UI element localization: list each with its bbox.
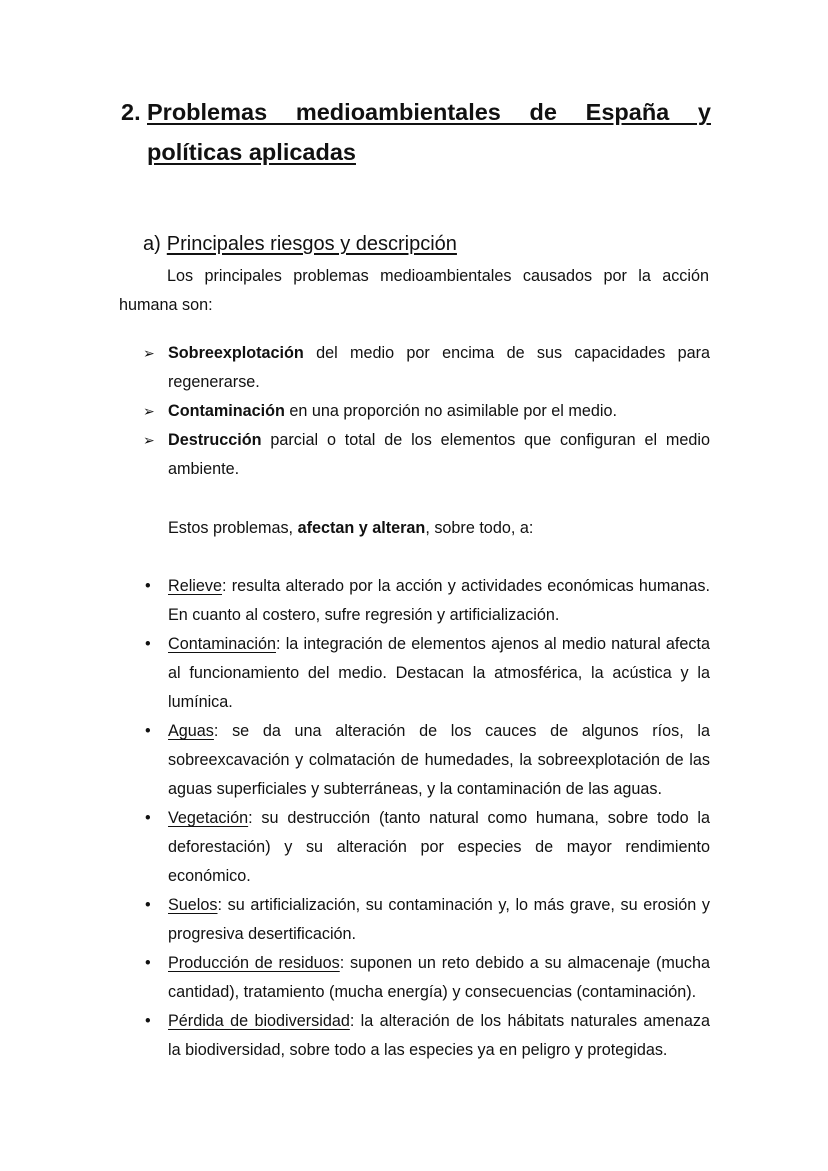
affected-text: : su destrucción (tanto natural como humana, sobre todo la deforestación) y su alteración por especies de mayor rendimiento económico. bbox=[168, 809, 710, 885]
list-item bbox=[143, 426, 710, 484]
arrow-bullet-icon: ➢ bbox=[143, 432, 155, 448]
intro-paragraph: Los principales problemas medioambientales causados por la acción humana son: bbox=[119, 267, 709, 314]
affected-term: Relieve bbox=[168, 577, 222, 595]
problem-text: del medio por encima de sus capacidades para regenerarse. bbox=[168, 344, 710, 391]
affected-text: : su artificialización, su contaminación y, lo más grave, su erosión y progresiva desertificación. bbox=[168, 896, 710, 943]
affected-term: Contaminación bbox=[168, 635, 276, 653]
bullet-icon: • bbox=[145, 577, 151, 595]
affected-text: : resulta alterado por la acción y actividades económicas humanas. En cuanto al costero, sufre regresión y artificialización. bbox=[168, 577, 710, 624]
affected-list bbox=[143, 572, 710, 1065]
subsection-letter: a) bbox=[143, 233, 161, 255]
list-item bbox=[143, 1007, 710, 1065]
affected-text: : la alteración de los hábitats naturales amenaza la biodiversidad, sobre todo a las especies ya en peligro y protegidas. bbox=[168, 1012, 710, 1059]
problem-term: Destrucción bbox=[168, 431, 262, 449]
summary-paragraph bbox=[168, 514, 708, 543]
summary-after: , sobre todo, a: bbox=[425, 519, 534, 537]
affected-text: : se da una alteración de los cauces de algunos ríos, la sobreexcavación y colmatación de humedades, la sobreexplotación de las aguas superficiales y subterráneas, y la contaminación de las aguas. bbox=[168, 722, 710, 798]
affected-term: Vegetación bbox=[168, 809, 249, 827]
affected-term: Producción de residuos bbox=[168, 954, 340, 972]
affected-term: Pérdida de biodiversidad bbox=[168, 1012, 350, 1030]
list-item bbox=[143, 572, 710, 630]
list-item bbox=[143, 891, 710, 949]
list-item bbox=[143, 804, 710, 891]
section-heading bbox=[121, 92, 711, 172]
bullet-icon: • bbox=[145, 954, 151, 972]
bullet-icon: • bbox=[145, 1012, 151, 1030]
arrow-bullet-icon: ➢ bbox=[143, 403, 155, 419]
problem-text: en una proporción no asimilable por el medio. bbox=[284, 402, 617, 420]
summary-before: Estos problemas, bbox=[168, 519, 298, 537]
section-title: Problemas medioambientales de España y políticas aplicadas bbox=[147, 99, 711, 165]
bullet-icon: • bbox=[145, 809, 151, 827]
affected-term: Suelos bbox=[168, 896, 218, 914]
problem-text: parcial o total de los elementos que configuran el medio ambiente. bbox=[168, 431, 710, 478]
bullet-icon: • bbox=[145, 635, 151, 653]
affected-text: : suponen un reto debido a su almacenaje (mucha cantidad), tratamiento (mucha energía) y consecuencias (contaminación). bbox=[168, 954, 710, 1001]
problem-term: Sobreexplotación bbox=[168, 344, 304, 362]
summary-bold: afectan y alteran bbox=[297, 519, 426, 537]
problem-term: Contaminación bbox=[168, 402, 285, 420]
list-item bbox=[143, 949, 710, 1007]
bullet-icon: • bbox=[145, 722, 151, 740]
affected-term: Aguas bbox=[168, 722, 214, 740]
problems-list bbox=[143, 339, 710, 484]
subsection-title: Principales riesgos y descripción bbox=[166, 233, 457, 255]
list-item bbox=[143, 397, 710, 426]
bullet-icon: • bbox=[145, 896, 151, 914]
list-item bbox=[143, 717, 710, 804]
arrow-bullet-icon: ➢ bbox=[143, 345, 155, 361]
affected-text: : la integración de elementos ajenos al medio natural afecta al funcionamiento del medio. Destacan la atmosférica, la acústica y la lumínica. bbox=[168, 635, 710, 711]
subsection-heading bbox=[143, 230, 457, 258]
section-number: 2. bbox=[121, 99, 141, 125]
list-item bbox=[143, 339, 710, 397]
list-item bbox=[143, 630, 710, 717]
